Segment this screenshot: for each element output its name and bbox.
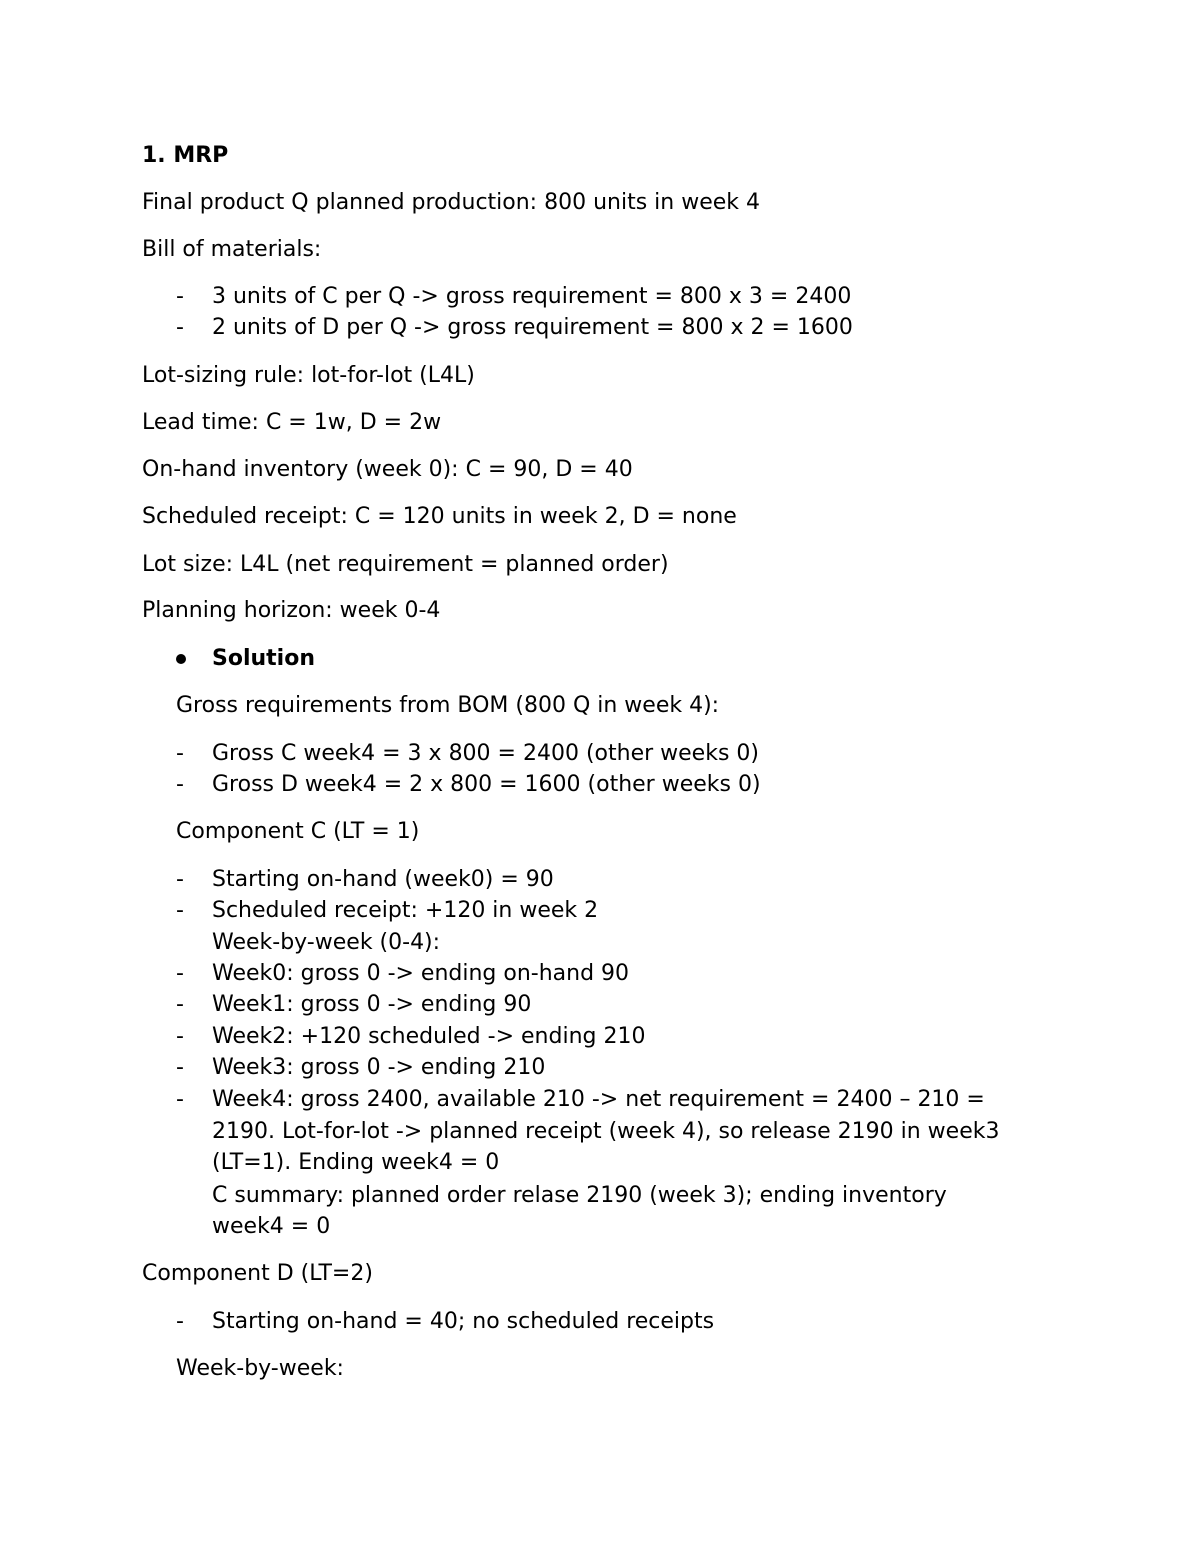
component-d-week-by-week: Week-by-week: [176, 1356, 344, 1381]
bom-item: 3 units of C per Q -> gross requirement = 800 x 3 = 2400 [212, 284, 852, 309]
component-d-title: Component D (LT=2) [142, 1261, 373, 1286]
component-c-item: Starting on-hand (week0) = 90 [212, 867, 554, 892]
component-c-title: Component C (LT = 1) [176, 819, 420, 844]
scheduled-receipt-line: Scheduled receipt: C = 120 units in week 2, D = none [142, 504, 737, 529]
bom-label: Bill of materials: [142, 237, 322, 262]
list-dash: - [176, 315, 184, 340]
component-c-item: week4 = 0 [212, 1214, 331, 1239]
list-dash: - [176, 961, 184, 986]
component-d-item: Starting on-hand = 40; no scheduled receipts [212, 1309, 715, 1334]
component-c-item: Scheduled receipt: +120 in week 2 [212, 898, 599, 923]
list-dash: - [176, 898, 184, 923]
list-dash: - [176, 741, 184, 766]
component-c-item: Week3: gross 0 -> ending 210 [212, 1055, 546, 1080]
component-c-item: Week-by-week (0-4): [212, 930, 441, 955]
component-c-item: C summary: planned order relase 2190 (week 3); ending inventory [212, 1183, 947, 1208]
list-dash: - [176, 1055, 184, 1080]
component-c-item: Week1: gross 0 -> ending 90 [212, 992, 532, 1017]
list-dash: - [176, 772, 184, 797]
list-dash: - [176, 1309, 184, 1334]
component-c-item: Week2: +120 scheduled -> ending 210 [212, 1024, 646, 1049]
lead-time-line: Lead time: C = 1w, D = 2w [142, 410, 442, 435]
component-c-item: 2190. Lot-for-lot -> planned receipt (week 4), so release 2190 in week3 [212, 1119, 1000, 1144]
on-hand-line: On-hand inventory (week 0): C = 90, D = 40 [142, 457, 633, 482]
gross-item: Gross D week4 = 2 x 800 = 1600 (other weeks 0) [212, 772, 761, 797]
solution-title: Solution [212, 646, 315, 671]
lot-sizing-rule-line: Lot-sizing rule: lot-for-lot (L4L) [142, 363, 475, 388]
component-c-item: Week4: gross 2400, available 210 -> net requirement = 2400 – 210 = [212, 1087, 985, 1112]
bullet-dot-icon [176, 654, 186, 664]
component-c-item: (LT=1). Ending week4 = 0 [212, 1150, 500, 1175]
final-product-line: Final product Q planned production: 800 units in week 4 [142, 190, 760, 215]
list-dash: - [176, 284, 184, 309]
component-c-item: Week0: gross 0 -> ending on-hand 90 [212, 961, 630, 986]
list-dash: - [176, 992, 184, 1017]
section-heading: 1. MRP [142, 143, 229, 168]
planning-horizon-line: Planning horizon: week 0-4 [142, 598, 441, 623]
list-dash: - [176, 1024, 184, 1049]
list-dash: - [176, 1087, 184, 1112]
bom-item: 2 units of D per Q -> gross requirement = 800 x 2 = 1600 [212, 315, 853, 340]
gross-intro-line: Gross requirements from BOM (800 Q in week 4): [176, 693, 720, 718]
gross-item: Gross C week4 = 3 x 800 = 2400 (other weeks 0) [212, 741, 759, 766]
list-dash: - [176, 867, 184, 892]
lot-size-line: Lot size: L4L (net requirement = planned order) [142, 552, 669, 577]
